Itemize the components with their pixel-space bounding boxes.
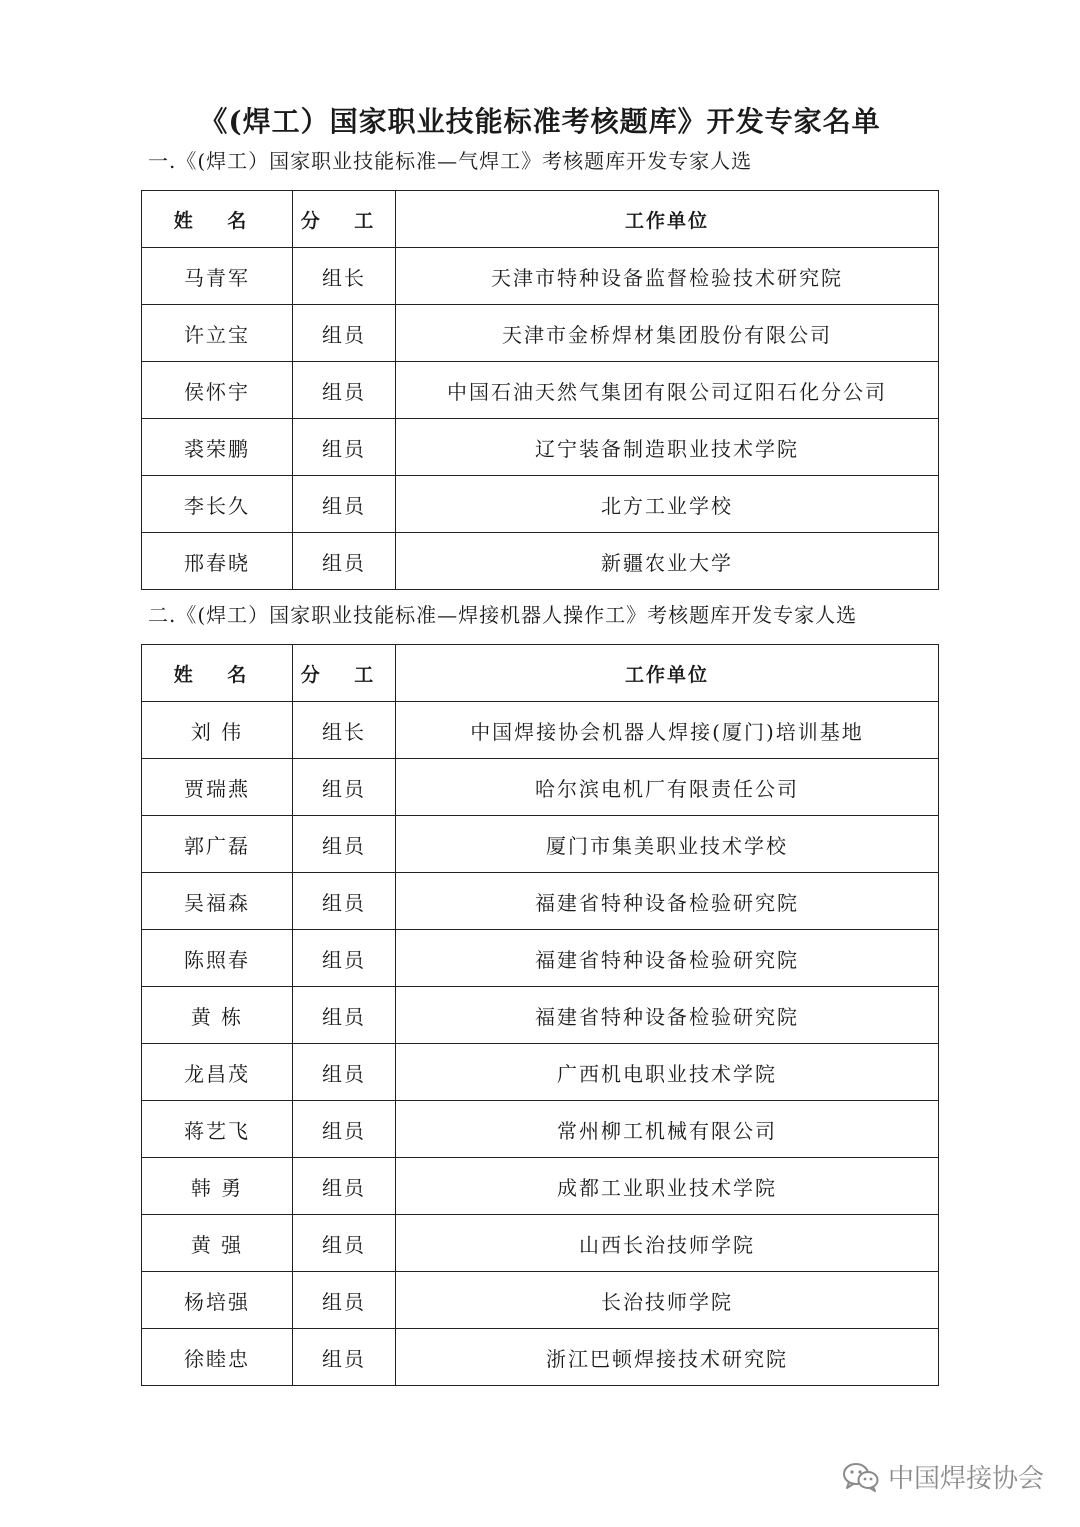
table-header-row [142,645,939,702]
expert-table [141,644,939,1386]
table-row [142,987,939,1044]
cell-unit: 厦门市集美职业技术学校 [396,816,939,873]
column-header-unit: 工作单位 [396,191,939,248]
cell-name: 蒋艺飞 [142,1101,293,1158]
cell-role: 组员 [293,1044,396,1101]
cell-name: 李长久 [142,476,293,533]
cell-unit: 常州柳工机械有限公司 [396,1101,939,1158]
cell-unit: 浙江巴顿焊接技术研究院 [396,1329,939,1386]
column-header-name: 姓 名 [142,191,293,248]
table-row [142,930,939,987]
cell-unit: 辽宁装备制造职业技术学院 [396,419,939,476]
cell-unit: 中国石油天然气集团有限公司辽阳石化分公司 [396,362,939,419]
cell-role: 组员 [293,476,396,533]
cell-name: 龙昌茂 [142,1044,293,1101]
cell-name: 裘荣鹏 [142,419,293,476]
cell-role: 组员 [293,1101,396,1158]
section-heading: 一.《(焊工）国家职业技能标准—气焊工》考核题库开发专家人选 [148,149,753,173]
table-row [142,305,939,362]
wechat-icon [842,1461,880,1493]
cell-name: 杨培强 [142,1272,293,1329]
cell-role: 组员 [293,816,396,873]
cell-unit: 哈尔滨电机厂有限责任公司 [396,759,939,816]
table-row [142,816,939,873]
cell-role: 组员 [293,362,396,419]
cell-name: 黄 栋 [142,987,293,1044]
cell-unit: 天津市金桥焊材集团股份有限公司 [396,305,939,362]
cell-unit: 北方工业学校 [396,476,939,533]
cell-role: 组员 [293,930,396,987]
cell-unit: 福建省特种设备检验研究院 [396,987,939,1044]
cell-name: 徐睦忠 [142,1329,293,1386]
column-header-unit: 工作单位 [396,645,939,702]
cell-role: 组员 [293,419,396,476]
cell-name: 黄 强 [142,1215,293,1272]
cell-unit: 天津市特种设备监督检验技术研究院 [396,248,939,305]
cell-unit: 成都工业职业技术学院 [396,1158,939,1215]
watermark-text: 中国焊接协会 [887,1464,1044,1494]
table-header-row [142,191,939,248]
cell-role: 组长 [293,248,396,305]
expert-table [141,190,939,590]
table-row [142,419,939,476]
cell-role: 组员 [293,1329,396,1386]
table-row [142,533,939,590]
table-row [142,1215,939,1272]
cell-name: 侯怀宇 [142,362,293,419]
table-row [142,1101,939,1158]
table-row [142,1272,939,1329]
cell-role: 组员 [293,1215,396,1272]
cell-name: 邢春晓 [142,533,293,590]
cell-unit: 山西长治技师学院 [396,1215,939,1272]
cell-name: 贾瑞燕 [142,759,293,816]
cell-name: 马青军 [142,248,293,305]
column-header-role: 分 工 [293,191,396,248]
cell-name: 吴福森 [142,873,293,930]
cell-role: 组长 [293,702,396,759]
column-header-name: 姓 名 [142,645,293,702]
table-row [142,1329,939,1386]
cell-role: 组员 [293,987,396,1044]
cell-name: 刘 伟 [142,702,293,759]
page-title: 《(焊工）国家职业技能标准考核题库》开发专家名单 [199,105,881,138]
cell-role: 组员 [293,1158,396,1215]
watermark [842,1458,1044,1495]
cell-name: 韩 勇 [142,1158,293,1215]
cell-unit: 中国焊接协会机器人焊接(厦门)培训基地 [396,702,939,759]
table-row [142,248,939,305]
table-row [142,476,939,533]
table-row [142,1044,939,1101]
cell-unit: 福建省特种设备检验研究院 [396,873,939,930]
cell-name: 郭广磊 [142,816,293,873]
cell-unit: 福建省特种设备检验研究院 [396,930,939,987]
section-heading: 二.《(焊工）国家职业技能标准—焊接机器人操作工》考核题库开发专家人选 [148,603,858,627]
cell-unit: 新疆农业大学 [396,533,939,590]
cell-name: 许立宝 [142,305,293,362]
table-row [142,362,939,419]
table-row [142,759,939,816]
cell-role: 组员 [293,873,396,930]
cell-unit: 广西机电职业技术学院 [396,1044,939,1101]
table-row [142,702,939,759]
cell-role: 组员 [293,533,396,590]
cell-name: 陈照春 [142,930,293,987]
column-header-role: 分 工 [293,645,396,702]
cell-role: 组员 [293,305,396,362]
cell-role: 组员 [293,1272,396,1329]
cell-unit: 长治技师学院 [396,1272,939,1329]
table-row [142,873,939,930]
cell-role: 组员 [293,759,396,816]
table-row [142,1158,939,1215]
